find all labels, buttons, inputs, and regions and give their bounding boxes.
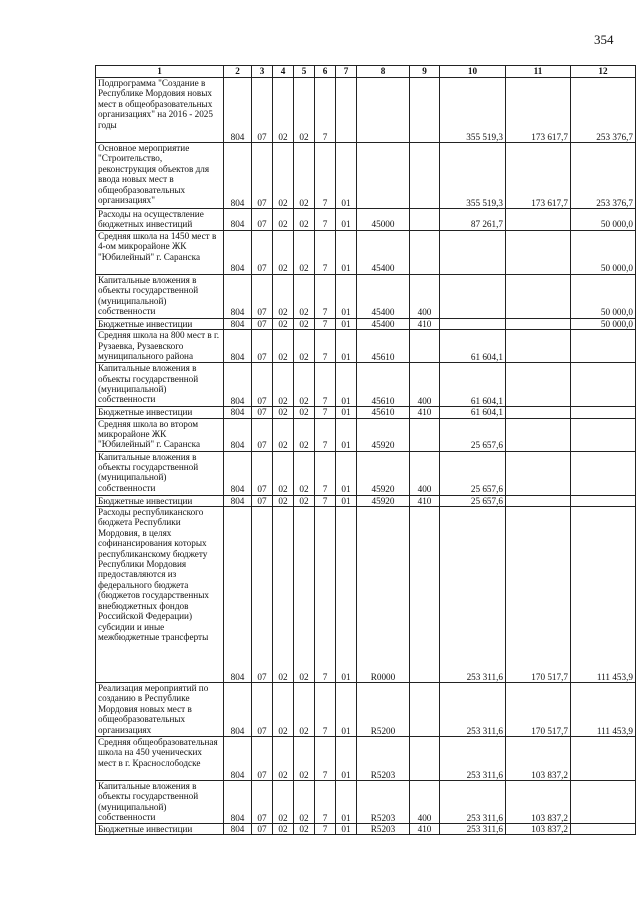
code-cell: 410 xyxy=(410,318,440,329)
code-cell: 02 xyxy=(294,209,315,231)
code-cell: 01 xyxy=(336,230,357,274)
code-cell: 07 xyxy=(252,143,273,209)
amount-cell xyxy=(506,418,571,451)
amount-cell: 253 376,7 xyxy=(571,78,636,143)
code-cell: 01 xyxy=(336,363,357,407)
amount-cell xyxy=(571,495,636,506)
code-cell: 02 xyxy=(273,363,294,407)
amount-cell: 50 000,0 xyxy=(571,230,636,274)
code-cell: 45610 xyxy=(357,363,410,407)
table-row xyxy=(96,824,636,835)
code-cell: 07 xyxy=(252,78,273,143)
code-cell: 02 xyxy=(294,363,315,407)
amount-cell: 111 453,9 xyxy=(571,683,636,737)
code-cell: 02 xyxy=(273,495,294,506)
code-cell: 02 xyxy=(273,781,294,824)
code-cell: 02 xyxy=(294,78,315,143)
code-cell: 01 xyxy=(336,683,357,737)
amount-cell: 50 000,0 xyxy=(571,318,636,329)
code-cell: 07 xyxy=(252,418,273,451)
table-body xyxy=(96,78,636,835)
code-cell: 01 xyxy=(336,781,357,824)
amount-cell: 61 604,1 xyxy=(440,330,506,363)
row-name-cell: Расходы на осуществление бюджетных инвестиций xyxy=(96,209,224,231)
code-cell: 07 xyxy=(252,230,273,274)
code-cell: 7 xyxy=(315,451,336,495)
amount-cell xyxy=(571,407,636,418)
column-header: 7 xyxy=(336,66,357,78)
row-name-cell: Бюджетные инвестиции xyxy=(96,318,224,329)
code-cell xyxy=(357,143,410,209)
code-cell: 410 xyxy=(410,407,440,418)
code-cell: 01 xyxy=(336,737,357,781)
code-cell: 7 xyxy=(315,683,336,737)
row-name-cell: Средняя школа во втором микрорайоне ЖК "Юбилейный" г. Саранска xyxy=(96,418,224,451)
code-cell: 45610 xyxy=(357,330,410,363)
amount-cell xyxy=(571,418,636,451)
code-cell: 01 xyxy=(336,507,357,683)
row-name-cell: Капитальные вложения в объекты государственной (муниципальной) собственности xyxy=(96,274,224,318)
code-cell: 01 xyxy=(336,418,357,451)
code-cell: R0000 xyxy=(357,507,410,683)
code-cell: 07 xyxy=(252,330,273,363)
code-cell: 45610 xyxy=(357,407,410,418)
code-cell: 45400 xyxy=(357,318,410,329)
code-cell: 804 xyxy=(224,507,252,683)
code-cell: 02 xyxy=(273,274,294,318)
code-cell: 07 xyxy=(252,363,273,407)
code-cell: 7 xyxy=(315,209,336,231)
code-cell xyxy=(410,418,440,451)
amount-cell: 355 519,3 xyxy=(440,78,506,143)
table-row xyxy=(96,209,636,231)
code-cell: 02 xyxy=(294,507,315,683)
code-cell xyxy=(410,737,440,781)
row-name-cell: Расходы республиканского бюджета Республики Мордовия, в целях софинансирования которых республиканскому бюджету Республики Мордовия предоставляются из федерального бюджета (бюджетов государственных внебюджетных фондов Российской Федерации) субсидии и иные межбюджетные трансферты xyxy=(96,507,224,683)
amount-cell: 253 311,6 xyxy=(440,507,506,683)
amount-cell: 61 604,1 xyxy=(440,407,506,418)
amount-cell xyxy=(440,274,506,318)
code-cell: 01 xyxy=(336,451,357,495)
row-name-cell: Реализация мероприятий по созданию в Республике Мордовия новых мест в общеобразовательных организациях xyxy=(96,683,224,737)
code-cell: 02 xyxy=(294,495,315,506)
table-row xyxy=(96,78,636,143)
row-name-cell: Бюджетные инвестиции xyxy=(96,495,224,506)
code-cell xyxy=(410,78,440,143)
row-name-cell: Средняя школа на 1450 мест в 4-ом микрорайоне ЖК "Юбилейный" г. Саранска xyxy=(96,230,224,274)
budget-table xyxy=(95,65,636,835)
table-row xyxy=(96,683,636,737)
code-cell: 7 xyxy=(315,274,336,318)
column-header: 8 xyxy=(357,66,410,78)
code-cell: 804 xyxy=(224,274,252,318)
amount-cell xyxy=(506,330,571,363)
code-cell: 7 xyxy=(315,507,336,683)
code-cell: 02 xyxy=(273,824,294,835)
code-cell: 02 xyxy=(273,230,294,274)
amount-cell: 355 519,3 xyxy=(440,143,506,209)
code-cell: 02 xyxy=(273,330,294,363)
code-cell: 7 xyxy=(315,143,336,209)
code-cell: 07 xyxy=(252,737,273,781)
code-cell: 7 xyxy=(315,495,336,506)
code-cell: 07 xyxy=(252,274,273,318)
amount-cell: 253 311,6 xyxy=(440,737,506,781)
amount-cell: 25 657,6 xyxy=(440,418,506,451)
code-cell: 01 xyxy=(336,209,357,231)
amount-cell xyxy=(506,363,571,407)
amount-cell xyxy=(440,318,506,329)
code-cell: 804 xyxy=(224,407,252,418)
amount-cell xyxy=(506,495,571,506)
code-cell: 804 xyxy=(224,781,252,824)
row-name-cell: Подпрограмма "Создание в Республике Мордовия новых мест в общеобразовательных организациях" на 2016 - 2025 годы xyxy=(96,78,224,143)
code-cell: 02 xyxy=(294,318,315,329)
amount-cell: 87 261,7 xyxy=(440,209,506,231)
amount-cell: 50 000,0 xyxy=(571,274,636,318)
code-cell: 02 xyxy=(294,451,315,495)
amount-cell xyxy=(571,824,636,835)
code-cell: 02 xyxy=(294,418,315,451)
code-cell: 01 xyxy=(336,824,357,835)
amount-cell xyxy=(506,230,571,274)
amount-cell: 103 837,2 xyxy=(506,824,571,835)
amount-cell xyxy=(506,318,571,329)
amount-cell xyxy=(506,407,571,418)
code-cell: 02 xyxy=(273,418,294,451)
code-cell: 7 xyxy=(315,230,336,274)
code-cell: 02 xyxy=(273,683,294,737)
code-cell: 7 xyxy=(315,737,336,781)
code-cell: 02 xyxy=(294,143,315,209)
code-cell: 400 xyxy=(410,363,440,407)
row-name-cell: Капитальные вложения в объекты государственной (муниципальной) собственности xyxy=(96,781,224,824)
code-cell: 01 xyxy=(336,318,357,329)
code-cell: 07 xyxy=(252,318,273,329)
code-cell: 45400 xyxy=(357,274,410,318)
amount-cell xyxy=(571,451,636,495)
code-cell: 7 xyxy=(315,824,336,835)
table-row xyxy=(96,507,636,683)
code-cell: 07 xyxy=(252,407,273,418)
amount-cell: 173 617,7 xyxy=(506,78,571,143)
amount-cell xyxy=(506,451,571,495)
amount-cell: 61 604,1 xyxy=(440,363,506,407)
amount-cell: 173 617,7 xyxy=(506,143,571,209)
code-cell: 02 xyxy=(294,737,315,781)
amount-cell: 253 311,6 xyxy=(440,824,506,835)
code-cell: 804 xyxy=(224,418,252,451)
code-cell: 804 xyxy=(224,143,252,209)
code-cell: 02 xyxy=(273,737,294,781)
code-cell: 02 xyxy=(294,230,315,274)
amount-cell xyxy=(506,274,571,318)
code-cell: 07 xyxy=(252,781,273,824)
amount-cell: 25 657,6 xyxy=(440,451,506,495)
code-cell: R5203 xyxy=(357,781,410,824)
code-cell: 804 xyxy=(224,495,252,506)
code-cell: 01 xyxy=(336,407,357,418)
code-cell: R5203 xyxy=(357,737,410,781)
code-cell: 02 xyxy=(273,507,294,683)
table-row xyxy=(96,495,636,506)
amount-cell: 50 000,0 xyxy=(571,209,636,231)
header-row xyxy=(96,66,636,78)
code-cell: 7 xyxy=(315,418,336,451)
page-number: 354 xyxy=(594,32,614,47)
amount-cell: 253 311,6 xyxy=(440,781,506,824)
code-cell: 7 xyxy=(315,318,336,329)
code-cell: 02 xyxy=(273,78,294,143)
code-cell xyxy=(410,209,440,231)
code-cell: 02 xyxy=(273,318,294,329)
row-name-cell: Бюджетные инвестиции xyxy=(96,407,224,418)
code-cell xyxy=(410,330,440,363)
table-row xyxy=(96,418,636,451)
code-cell: 804 xyxy=(224,363,252,407)
amount-cell xyxy=(571,737,636,781)
code-cell: 410 xyxy=(410,495,440,506)
amount-cell xyxy=(571,363,636,407)
column-header: 9 xyxy=(410,66,440,78)
code-cell: 02 xyxy=(294,781,315,824)
row-name-cell: Капитальные вложения в объекты государственной (муниципальной) собственности xyxy=(96,363,224,407)
code-cell: 400 xyxy=(410,274,440,318)
amount-cell: 111 453,9 xyxy=(571,507,636,683)
code-cell: 804 xyxy=(224,209,252,231)
code-cell: 07 xyxy=(252,683,273,737)
code-cell: 45920 xyxy=(357,451,410,495)
table-row xyxy=(96,274,636,318)
table-row xyxy=(96,737,636,781)
table-row xyxy=(96,407,636,418)
table-row xyxy=(96,781,636,824)
code-cell xyxy=(410,230,440,274)
code-cell: 804 xyxy=(224,330,252,363)
amount-cell: 25 657,6 xyxy=(440,495,506,506)
code-cell: 01 xyxy=(336,495,357,506)
table-row xyxy=(96,451,636,495)
row-name-cell: Основное мероприятие "Строительство, реконструкция объектов для ввода новых мест в общеобразовательных организациях" xyxy=(96,143,224,209)
code-cell: 804 xyxy=(224,737,252,781)
amount-cell: 253 311,6 xyxy=(440,683,506,737)
code-cell: R5203 xyxy=(357,824,410,835)
code-cell xyxy=(336,78,357,143)
amount-cell xyxy=(571,781,636,824)
code-cell: 07 xyxy=(252,507,273,683)
code-cell: 804 xyxy=(224,824,252,835)
row-name-cell: Капитальные вложения в объекты государственной (муниципальной) собственности xyxy=(96,451,224,495)
code-cell: 45920 xyxy=(357,418,410,451)
table-row xyxy=(96,318,636,329)
code-cell: 02 xyxy=(294,683,315,737)
column-header: 12 xyxy=(571,66,636,78)
code-cell xyxy=(357,78,410,143)
code-cell: 400 xyxy=(410,451,440,495)
code-cell: R5200 xyxy=(357,683,410,737)
code-cell: 01 xyxy=(336,274,357,318)
code-cell: 45400 xyxy=(357,230,410,274)
row-name-cell: Средняя общеобразовательная школа на 450 ученических мест в г. Краснослободске xyxy=(96,737,224,781)
code-cell: 07 xyxy=(252,451,273,495)
row-name-cell: Бюджетные инвестиции xyxy=(96,824,224,835)
code-cell: 804 xyxy=(224,78,252,143)
code-cell: 804 xyxy=(224,683,252,737)
code-cell: 7 xyxy=(315,330,336,363)
code-cell: 02 xyxy=(273,407,294,418)
code-cell: 7 xyxy=(315,78,336,143)
code-cell: 02 xyxy=(273,209,294,231)
code-cell: 7 xyxy=(315,407,336,418)
column-header: 4 xyxy=(273,66,294,78)
code-cell: 02 xyxy=(294,824,315,835)
code-cell: 7 xyxy=(315,781,336,824)
column-header: 6 xyxy=(315,66,336,78)
amount-cell: 253 376,7 xyxy=(571,143,636,209)
column-header: 5 xyxy=(294,66,315,78)
code-cell: 01 xyxy=(336,143,357,209)
code-cell: 02 xyxy=(294,407,315,418)
code-cell: 804 xyxy=(224,230,252,274)
code-cell: 804 xyxy=(224,451,252,495)
amount-cell: 103 837,2 xyxy=(506,737,571,781)
amount-cell xyxy=(571,330,636,363)
amount-cell: 103 837,2 xyxy=(506,781,571,824)
amount-cell xyxy=(506,209,571,231)
code-cell: 400 xyxy=(410,781,440,824)
column-header: 11 xyxy=(506,66,571,78)
code-cell: 07 xyxy=(252,824,273,835)
code-cell: 02 xyxy=(273,143,294,209)
code-cell: 45920 xyxy=(357,495,410,506)
code-cell xyxy=(410,143,440,209)
code-cell: 01 xyxy=(336,330,357,363)
code-cell: 07 xyxy=(252,209,273,231)
column-header: 2 xyxy=(224,66,252,78)
code-cell xyxy=(410,683,440,737)
code-cell xyxy=(410,507,440,683)
code-cell: 45000 xyxy=(357,209,410,231)
column-header: 3 xyxy=(252,66,273,78)
code-cell: 02 xyxy=(273,451,294,495)
code-cell: 02 xyxy=(294,274,315,318)
amount-cell xyxy=(440,230,506,274)
column-header: 10 xyxy=(440,66,506,78)
amount-cell: 170 517,7 xyxy=(506,683,571,737)
row-name-cell: Средняя школа на 800 мест в г. Рузаевка, Рузаевского муниципального района xyxy=(96,330,224,363)
table-row xyxy=(96,363,636,407)
table-row xyxy=(96,330,636,363)
table-row xyxy=(96,143,636,209)
amount-cell: 170 517,7 xyxy=(506,507,571,683)
code-cell: 02 xyxy=(294,330,315,363)
code-cell: 410 xyxy=(410,824,440,835)
code-cell: 7 xyxy=(315,363,336,407)
code-cell: 07 xyxy=(252,495,273,506)
table-row xyxy=(96,230,636,274)
code-cell: 804 xyxy=(224,318,252,329)
column-header: 1 xyxy=(96,66,224,78)
